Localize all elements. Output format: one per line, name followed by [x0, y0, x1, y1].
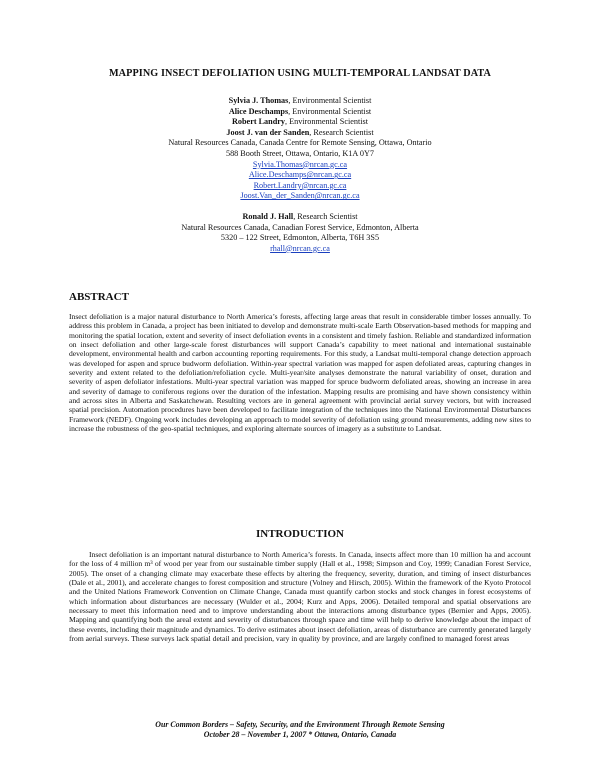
author-line: [0, 107, 600, 118]
abstract-heading: ABSTRACT: [69, 291, 129, 303]
email-link[interactable]: Alice.Deschamps@nrcan.gc.ca: [248, 170, 352, 180]
author-name: Joost J. van der Sanden: [226, 127, 310, 137]
address: 5320 – 122 Street, Edmonton, Alberta, T6H 3S5: [220, 233, 380, 243]
affiliation: Natural Resources Canada, Canadian Forest Service, Edmonton, Alberta: [181, 222, 419, 232]
email-link[interactable]: rhall@nrcan.gc.ca: [270, 243, 330, 253]
author-role: , Environmental Scientist: [285, 117, 368, 127]
footer-line-2: October 28 – November 1, 2007 * Ottawa, Ontario, Canada: [203, 730, 397, 739]
email-link[interactable]: Joost.Van_der_Sanden@nrcan.gc.ca: [240, 191, 360, 201]
author-block: [0, 96, 600, 254]
author-name: Sylvia J. Thomas: [228, 96, 289, 105]
author-line: [0, 96, 600, 107]
author-name: Robert Landry: [232, 117, 285, 127]
email-link[interactable]: Sylvia.Thomas@nrcan.gc.ca: [252, 159, 348, 169]
author-role: , Research Scientist: [293, 211, 358, 221]
affiliation: Natural Resources Canada, Canada Centre for Remote Sensing, Ottawa, Ontario: [168, 138, 432, 148]
author-role: , Research Scientist: [309, 127, 374, 137]
author-name: Alice Deschamps: [228, 106, 289, 116]
conference-footer: [0, 720, 600, 740]
footer-line-1: Our Common Borders – Safety, Security, and the Environment Through Remote Sensing: [155, 720, 445, 729]
author-line: [0, 128, 600, 139]
introduction-text: Insect defoliation is an important natural disturbance to North America’s forests. In Canada, insects affect more than 10 million ha and account for the loss of 4 million m³ of wood per year from our sustainable timber supply (Hall et al., 1998; Simpson and Coy, 1999; Canadian Forest Service, 2005). The onset of a changing climate may exacerbate these effects by altering the frequency, severity, duration, and timing of insect disturbances (Dale et al., 2001), and accelerate changes to forest composition and structure (Volney and Hirsch, 2005). Within the framework of the Kyoto Protocol and the United Nations Framework Convention on Climate Change, Canada must quantify carbon stocks and stock changes in forest ecosystems of which information about disturbances are necessary (Wulder et al., 2004; Kurz and Apps, 2006). Detailed temporal and spatial observations are necessary to meet this information need and to improve understanding about the interactions among disturbance types (Bernier and Apps, 2005). Mapping and quantifying both the areal extent and severity of disturbances through space and time will help to derive knowledge about the impact of these events, including their magnitude and dynamics. To derive estimates about insect defoliation, areas of disturbance are currently generated largely from aerial surveys. These surveys lack spatial detail and precision, vary in quality by province, and are largely confined to managed forest areas: [69, 550, 531, 644]
author-role: , Environmental Scientist: [288, 96, 372, 105]
author-line: [0, 117, 600, 128]
author-role: , Environmental Scientist: [288, 106, 372, 116]
address: 588 Booth Street, Ottawa, Ontario, K1A 0Y7: [225, 148, 375, 158]
introduction-heading: INTRODUCTION: [255, 528, 344, 540]
paper-title: MAPPING INSECT DEFOLIATION USING MULTI-TEMPORAL LANDSAT DATA: [108, 68, 492, 79]
author-name: Ronald J. Hall: [242, 211, 294, 221]
email-link[interactable]: Robert.Landry@nrcan.gc.ca: [253, 180, 347, 190]
abstract-text: Insect defoliation is a major natural disturbance to North America’s forests, affecting large areas that result in considerable timber losses annually. To address this problem in Canada, a project has been initiated to develop and demonstrate multi-scale Earth Observation-based methods for mapping and monitoring the spatial location, extent and severity of insect defoliation events in a consistent and timely fashion. Reliable and standardized information on insect defoliation and other large-scale forest disturbances will support Canada’s capability to meet national and international sustainable development, environmental health and carbon accounting reporting requirements. For this study, a Landsat multi-temporal change detection approach was developed for aspen and spruce budworm defoliation. Within-year spectral variation was mapped for aspen defoliated areas, capturing changes in severity and extent related to the defoliation/refoliation cycle. Multi-year/site analyses demonstrate the natural variability of onset, duration and severity of aspen defoliator infestations. Multi-year spectral variation was mapped for spruce budworm defoliated areas, showing an increase in area and severity of damage to coniferous regions over the duration of the infestation. Mapping results are promising and have shown consistency within and across sites in Alberta and Saskatchewan. Resulting vectors are in general agreement with provincial aerial survey vectors, but with increased spatial precision. Automation procedures have been developed to facilitate integration of the techniques into the National Environmental Disturbances Framework (NEDF). Ongoing work includes developing an approach to model severity of defoliation using ground measurements, adding new sites to increase the robustness of the geo-spatial techniques, and exploring alternate sources of imagery as a substitute to Landsat.: [69, 312, 531, 434]
author-line: [0, 212, 600, 223]
